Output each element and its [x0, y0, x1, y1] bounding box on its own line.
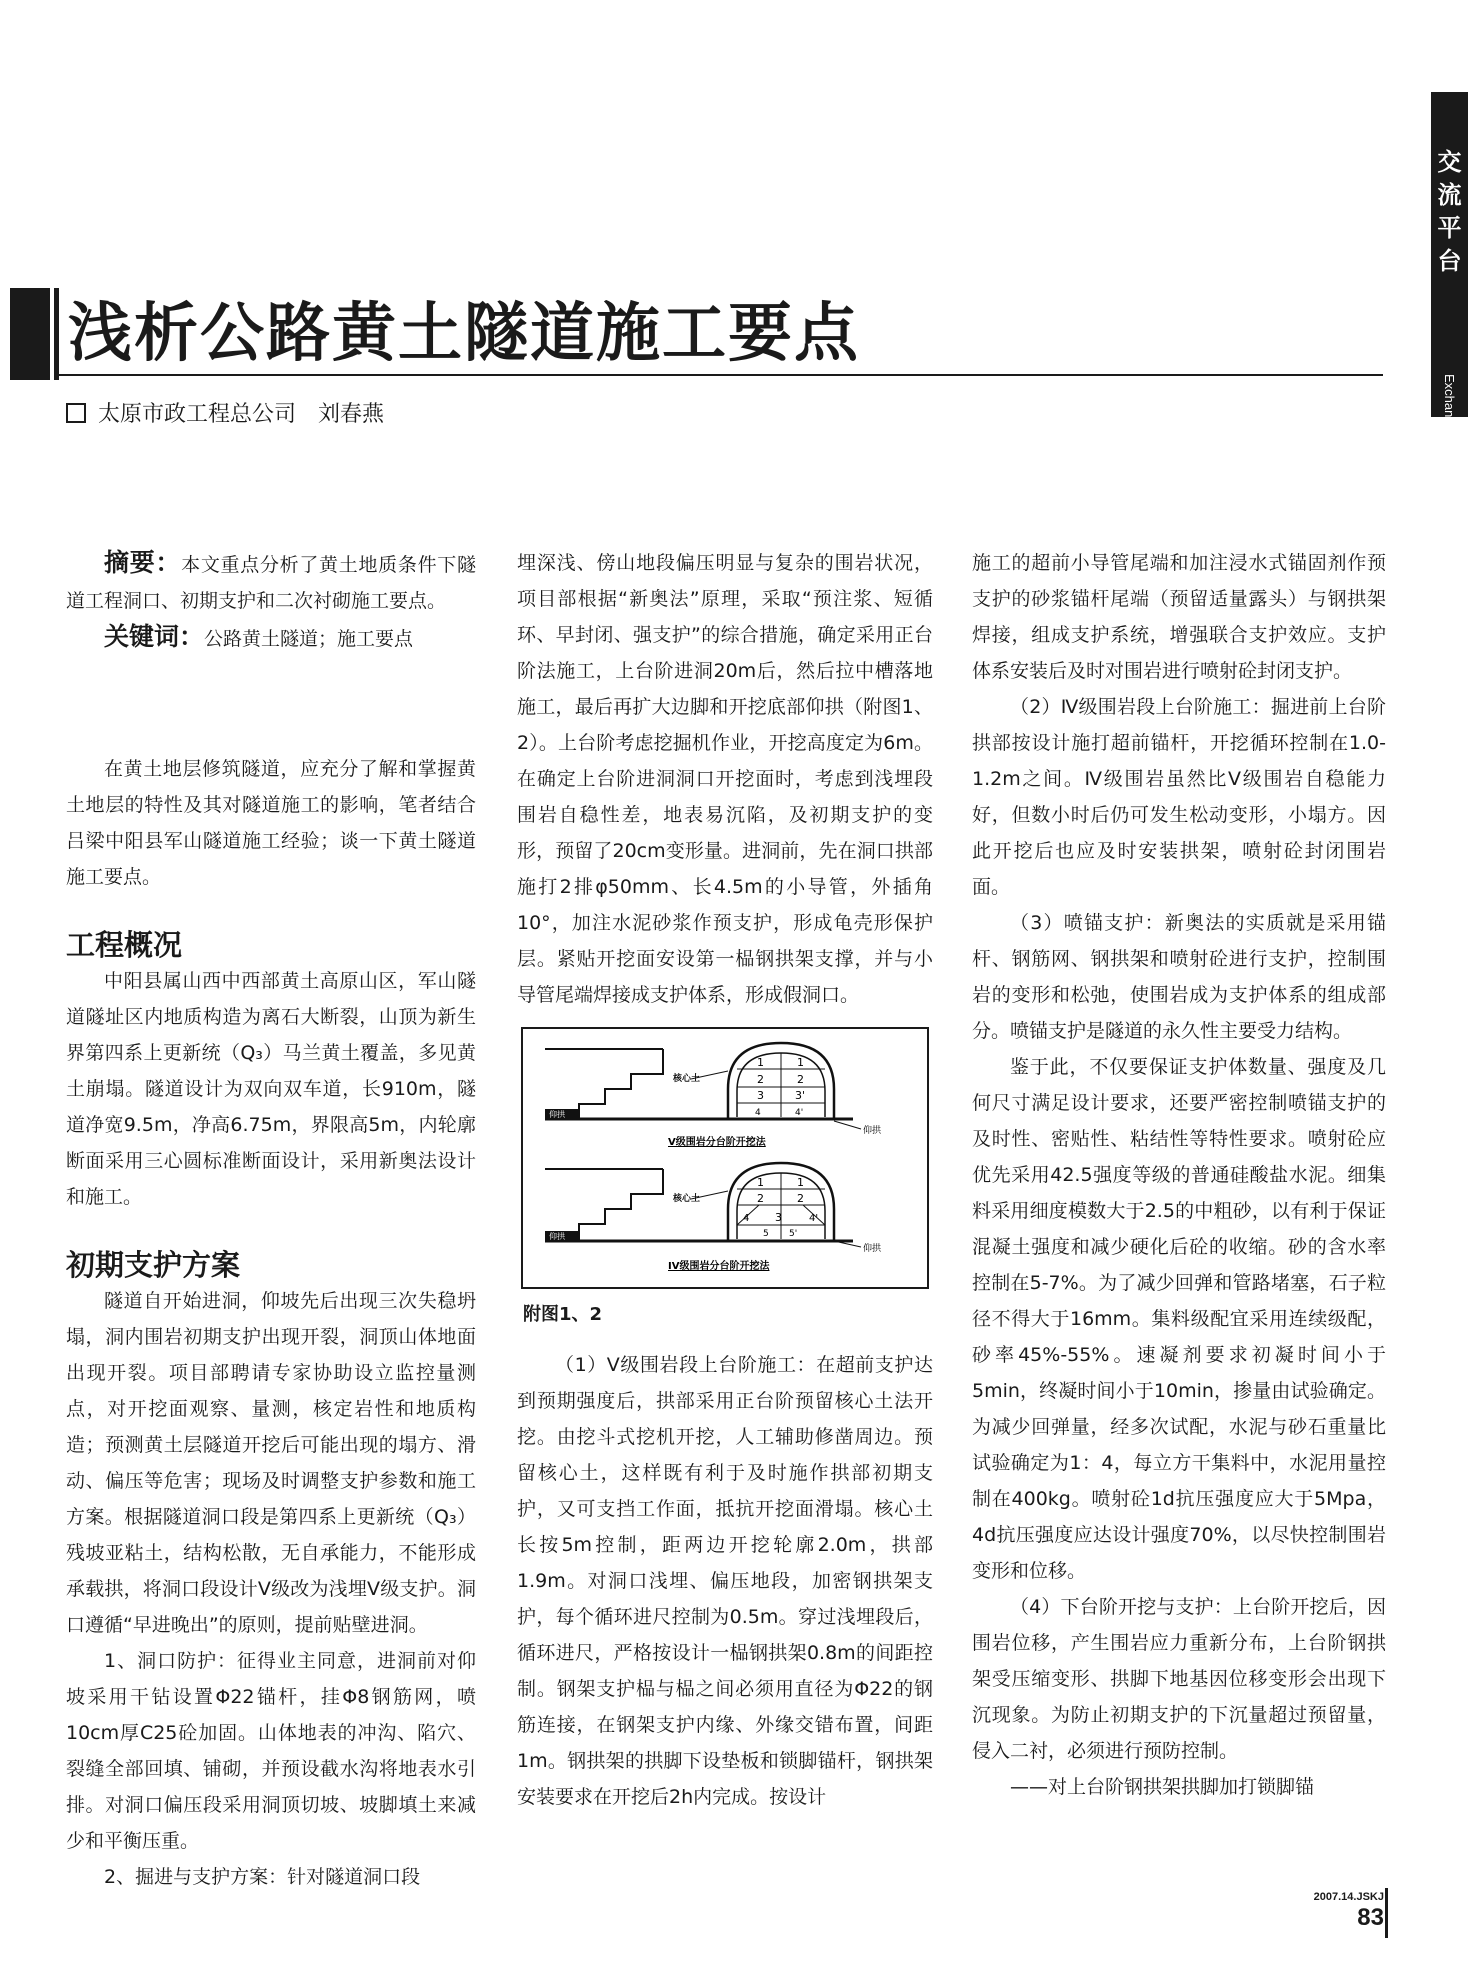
excavation-diagram	[523, 1029, 927, 1287]
column-2	[517, 545, 933, 1815]
cell-label: 4'	[795, 1108, 804, 1118]
cell-label: 1	[757, 1056, 764, 1069]
title-rule	[59, 374, 1383, 376]
cell-label: 1	[757, 1176, 764, 1189]
title-marker-line	[54, 288, 59, 380]
figure-caption: 附图1、2	[523, 1304, 603, 1325]
article-title: 浅析公路黄土隧道施工要点	[68, 297, 860, 371]
cell-label: 4	[755, 1108, 761, 1118]
issue-label: 2007.14.JSKJ	[1313, 1891, 1384, 1903]
overview-paragraph: 中阳县属山西中西部黄土高原山区，军山隧道隧址区内地质构造为离石大断裂，山顶为新生界第四系上更新统（Q₃）马兰黄土覆盖，多见黄土崩塌。隧道设计为双向双车道，长910m，隧道净宽9.5m，净高6.75m，界限高5m，内轮廓断面采用三心圆标准断面设计，采用新奥法设计和施工。	[66, 970, 476, 1208]
support-paragraph-5: （1）Ⅴ级围岩段上台阶施工：在超前支护达到预期强度后，拱部采用正台阶预留核心土法开挖。由挖斗式挖机开挖，人工辅助修凿周边。预留核心土，这样既有利于及时施作拱部初期支护，又可支挡工作面，抵抗开挖面滑塌。核心土长按5m控制，距两边开挖轮廓2.0m，拱部1.9m。对洞口浅埋、偏压地段，加密钢拱架支护，每个循环进尺控制为0.5m。穿过浅埋段后，循环进尺，严格按设计一榀钢拱架0.8m的间距控制。钢架支护榀与榀之间必须用直径为Φ22的钢筋连接，在钢架支护内缘、外缘交错布置，间距1m。钢拱架的拱脚下设垫板和锁脚锚杆，钢拱架安装要求在开挖后2h内完成。按设计	[517, 1354, 933, 1808]
cell-label: 4	[743, 1213, 750, 1224]
abstract-label: 摘要：	[104, 548, 182, 577]
support-paragraph-6: 施工的超前小导管尾端和加注浸水式锚固剂作预支护的砂浆锚杆尾端（预留适量露头）与钢拱架焊接，组成支护系统，增强联合支护效应。支护体系安装后及时对围岩进行喷射砼封闭支护。	[972, 552, 1386, 682]
author-text: 太原市政工程总公司 刘春燕	[98, 402, 385, 427]
diagram-1-title: V级围岩分台阶开挖法	[668, 1137, 766, 1148]
checkbox-square-icon	[66, 403, 86, 423]
cell-label: 5'	[789, 1229, 798, 1239]
keywords-text: 公路黄土隧道；施工要点	[204, 628, 414, 650]
cell-label: 2	[797, 1073, 804, 1086]
keywords	[66, 619, 476, 657]
cell-label: 2	[757, 1073, 764, 1086]
support-paragraph-1: 隧道自开始进洞，仰坡先后出现三次失稳坍塌，洞内围岩初期支护出现开裂，洞顶山体地面出现开裂。项目部聘请专家协助设立监控量测点，对开挖面观察、量测，核定岩性和地质构造；预测黄土层隧道开挖后可能出现的塌方、滑动、偏压等危害；现场及时调整支护参数和施工方案。根据隧道洞口段是第四系上更新统（Q₃）残坡亚粘土，结构松散，无自承能力，不能形成承载拱，将洞口段设计Ⅴ级改为浅埋Ⅴ级支护。洞口遵循“早进晚出”的原则，提前贴壁进洞。	[66, 1290, 476, 1636]
diagram-1-floor-label: 仰拱	[549, 1110, 565, 1119]
cell-label: 1	[797, 1056, 804, 1069]
section-tab	[1431, 92, 1468, 484]
support-paragraph-2: 1、洞口防护：征得业主同意，进洞前对仰坡采用干钻设置Φ22锚杆，挂Φ8钢筋网，喷10cm厚C25砼加固。山体地表的冲沟、陷穴、裂缝全部回填、铺砌，并预设截水沟将地表水引排。对洞口偏压段采用洞顶切坡、坡脚填土来减少和平衡压重。	[66, 1650, 476, 1852]
column-1	[66, 545, 476, 1895]
page-footer	[1314, 1890, 1384, 1932]
cell-label: 2	[757, 1192, 764, 1205]
page-number: 83	[1357, 1904, 1384, 1931]
cell-label: 2	[797, 1192, 804, 1205]
diagram-2-title: IV级围岩分台阶开挖法	[668, 1261, 770, 1272]
support-paragraph-4: 埋深浅、傍山地段偏压明显与复杂的围岩状况，项目部根据“新奥法”原理，采取“预注浆、短循环、早封闭、强支护”的综合措施，确定采用正台阶法施工，上台阶进洞20m后，然后拉中槽落地施工，最后再扩大边脚和开挖底部仰拱（附图1、2）。上台阶考虑挖掘机作业，开挖高度定为6m。在确定上台阶进洞洞口开挖面时，考虑到浅埋段围岩自稳性差，地表易沉陷，及初期支护的变形，预留了20cm变形量。进洞前，先在洞口拱部施打2排φ50mm、长4.5m的小导管，外插角10°，加注水泥砂浆作预支护，形成龟壳形保护层。紧贴开挖面安设第一榀钢拱架支撑，并与小导管尾端焊接成支护体系，形成假洞口。	[517, 552, 933, 1006]
support-paragraph-3: 2、掘进与支护方案：针对隧道洞口段	[104, 1866, 421, 1888]
diagram-2-right-label: 仰拱	[863, 1244, 882, 1254]
support-paragraph-9: 鉴于此，不仅要保证支护体数量、强度及几何尺寸满足设计要求，还要严密控制喷锚支护的及时性、密贴性、粘结性等特性要求。喷射砼应优先采用42.5强度等级的普通硅酸盐水泥。细集料采用细度模数大于2.5的中粗砂，以有利于保证混凝土强度和减少硬化后砼的收缩。砂的含水率控制在5-7%。为了减少回弹和管路堵塞，石子粒径不得大于16mm。集料级配宜采用连续级配，砂率45%-55%。速凝剂要求初凝时间小于5min，终凝时间小于10min，掺量由试验确定。为减少回弹量，经多次试配，水泥与砂石重量比试验确定为1：4，每立方干集料中，水泥用量控制在400kg。喷射砼1d抗压强度应大于5Mpa，4d抗压强度应达设计强度70%，以尽快控制围岩变形和位移。	[972, 1056, 1386, 1582]
cell-label: 3'	[795, 1089, 806, 1102]
diagram-1-right-label: 仰拱	[863, 1126, 882, 1136]
section-tab-en: Exchange Platform	[1442, 374, 1457, 484]
cell-label: 1	[797, 1176, 804, 1189]
diagram-2-floor-label: 仰拱	[549, 1232, 565, 1241]
page-number-rule	[1385, 1888, 1388, 1938]
abstract-text: 本文重点分析了黄土地质条件下隧道工程洞口、初期支护和二次衬砌施工要点。	[66, 554, 476, 612]
cell-label: 3	[775, 1211, 782, 1224]
support-paragraph-7: （2）Ⅳ级围岩段上台阶施工：掘进前上台阶拱部按设计施打超前锚杆，开挖循环控制在1.0-1.2m之间。Ⅳ级围岩虽然比Ⅴ级围岩自稳能力好，但数小时后仍可发生松动变形，小塌方。因此开挖后也应及时安装拱架，喷射砼封闭围岩面。	[972, 696, 1386, 898]
support-paragraph-10: （4）下台阶开挖与支护：上台阶开挖后，因围岩位移，产生围岩应力重新分布，上台阶钢拱架受压缩变形、拱脚下地基因位移变形会出现下沉现象。为防止初期支护的下沉量超过预留量，侵入二衬，必须进行预防控制。	[972, 1596, 1386, 1762]
keywords-label: 关键词：	[104, 622, 205, 651]
support-paragraph-11: ——对上台阶钢拱架拱脚加打锁脚锚	[1010, 1776, 1315, 1798]
cell-label: 3	[757, 1089, 764, 1102]
author-line	[66, 400, 384, 430]
diagram-1	[545, 1043, 882, 1148]
cell-label: 5	[763, 1229, 769, 1239]
section-heading-overview: 工程概况	[66, 928, 183, 962]
diagram-2-core-label: 核心土	[673, 1194, 701, 1204]
abstract	[66, 545, 476, 619]
section-heading-support: 初期支护方案	[66, 1248, 241, 1282]
support-paragraph-8: （3）喷锚支护：新奥法的实质就是采用锚杆、钢筋网、钢拱架和喷射砼进行支护，控制围岩的变形和松弛，使围岩成为支护体系的组成部分。喷锚支护是隧道的永久性主要受力结构。	[972, 912, 1386, 1042]
section-tab-cn: 交 流 平 台	[1437, 148, 1462, 275]
diagram-1-core-label: 核心土	[673, 1074, 701, 1084]
intro-paragraph: 在黄土地层修筑隧道，应充分了解和掌握黄土地层的特性及其对隧道施工的影响，笔者结合吕梁中阳县军山隧道施工经验；谈一下黄土隧道施工要点。	[66, 758, 476, 888]
cell-label: 4'	[809, 1213, 819, 1224]
title-marker	[10, 288, 50, 380]
column-3	[972, 545, 1386, 1805]
figure-box	[521, 1027, 929, 1289]
diagram-2	[545, 1163, 882, 1272]
